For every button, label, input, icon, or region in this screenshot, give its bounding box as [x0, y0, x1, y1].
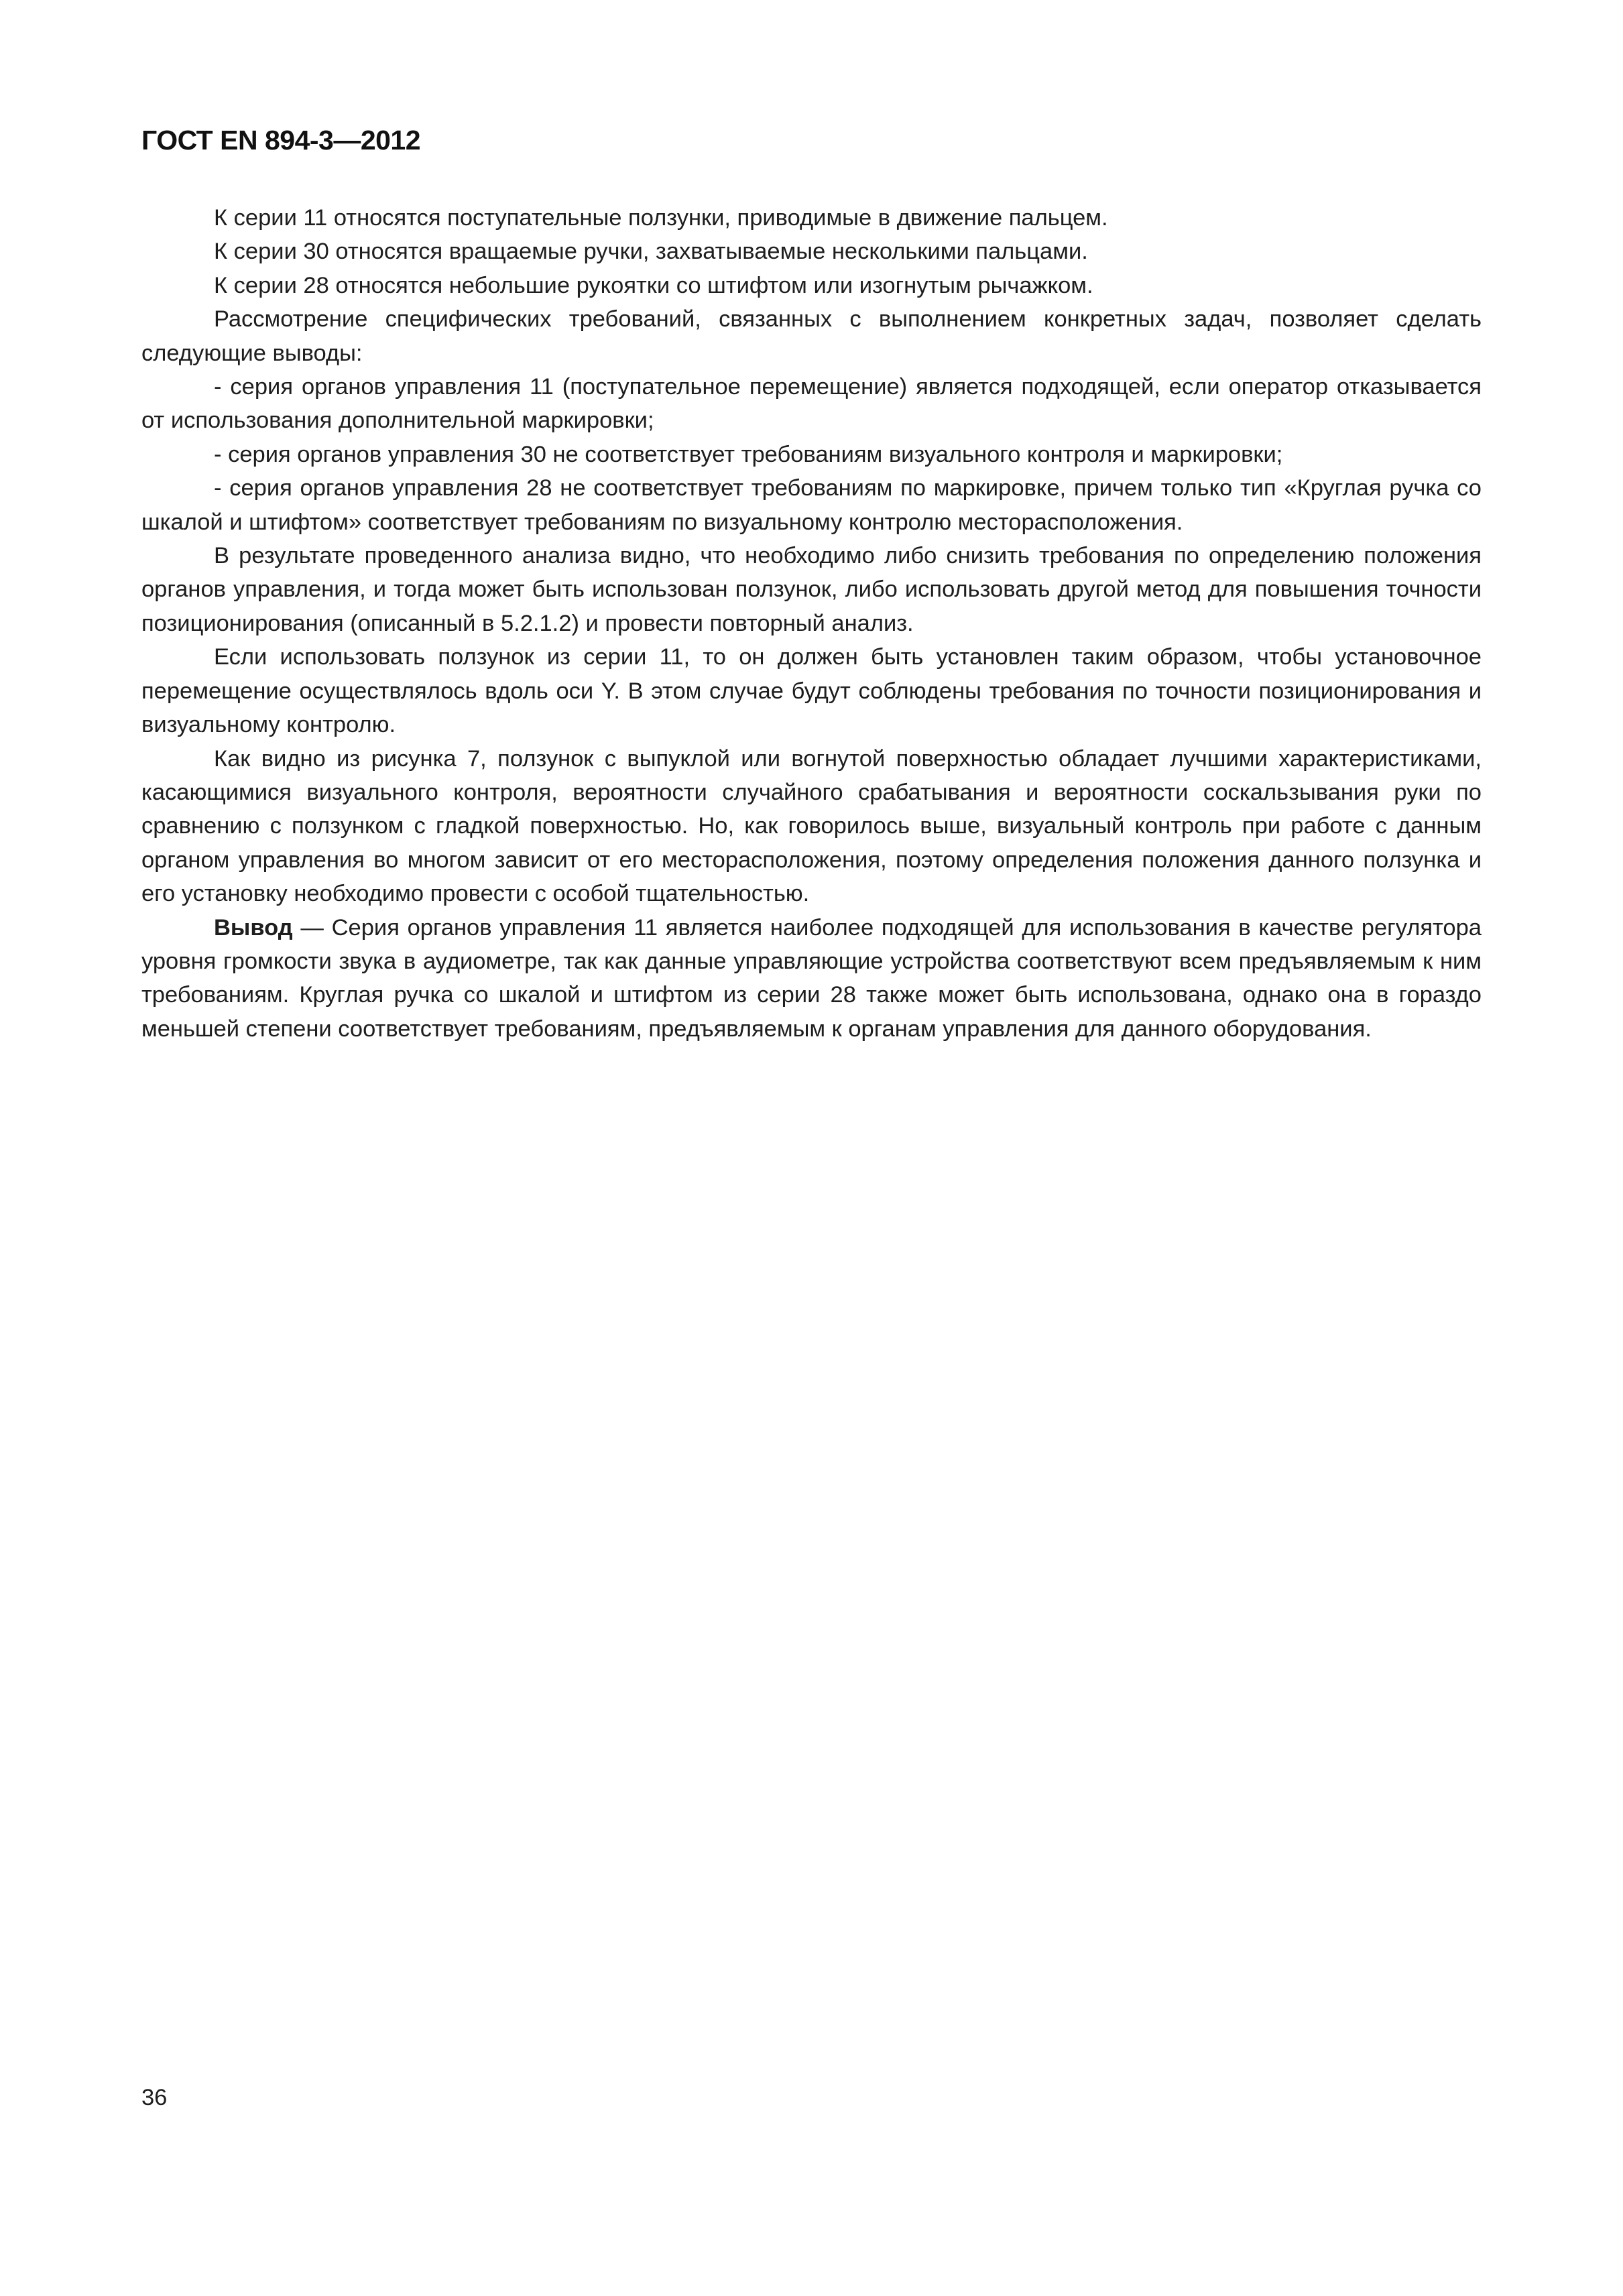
conclusion-text: — Серия органов управления 11 является наиболее подходящей для использования в качестве регулятора уровня громкости звука в аудиометре, так как данные управляющие устройства соответствуют всем предъявляемым к ним требованиям. Круглая ручка со шкалой и штифтом из серии 28 также может быть использована, однако она в гораздо меньшей степени соответствует требованиям, предъявляемым к органам управления для данного оборудования. — [141, 914, 1482, 1042]
paragraph-series-28: К серии 28 относятся небольшие рукоятки со штифтом или изогнутым рычажком. — [214, 272, 1093, 298]
paragraph-figure-7-discussion: Как видно из рисунка 7, ползунок с выпуклой или вогнутой поверхностью обладает лучшими характеристиками, касающимися визуального контроля, вероятности случайного срабатывания и вероятности соскальзывания руки по сравнению с ползунком с гладкой поверхностью. Но, как говорилось выше, визуальный контроль при работе с данным органом управления во многом зависит от его месторасположения, поэтому определения положения данного ползунка и его установку необходимо провести с особой тщательностью. — [141, 745, 1482, 907]
list-item-series-28: - серия органов управления 28 не соответствует требованиям по маркировке, причем только тип «Круглая ручка со шкалой и штифтом» соответствует требованиям по визуальному контролю месторасположения. — [141, 475, 1482, 535]
list-item-series-11: - серия органов управления 11 (поступательное перемещение) является подходящей, если оператор отказывается от использования дополнительной маркировки; — [141, 374, 1482, 434]
page-number: 36 — [141, 2085, 168, 2110]
list-item-series-30: - серия органов управления 30 не соответствует требованиям визуального контроля и маркировки; — [214, 441, 1283, 467]
paragraph-series-30: К серии 30 относятся вращаемые ручки, захватываемые несколькими пальцами. — [214, 239, 1088, 265]
paragraph-analysis-result: В результате проведенного анализа видно, что необходимо либо снизить требования по определению положения органов управления, и тогда может быть использован ползунок, либо использовать другой метод для повышения точности позиционирования (описанный в 5.2.1.2) и провести повторный анализ. — [141, 543, 1482, 636]
document-header: ГОСТ EN 894-3—2012 — [141, 125, 421, 156]
document-body — [141, 201, 1482, 1046]
paragraph-series-11: К серии 11 относятся поступательные ползунки, приводимые в движение пальцем. — [214, 205, 1108, 231]
paragraph-conclusion — [141, 911, 1482, 1046]
paragraph-slider-installation: Если использовать ползунок из серии 11, то он должен быть установлен таким образом, чтобы установочное перемещение осуществлялось вдоль оси Y. В этом случае будут соблюдены требования по точности позиционирования и визуальному контролю. — [141, 644, 1482, 738]
conclusion-label: Вывод — [214, 914, 293, 941]
paragraph-requirements-intro: Рассмотрение специфических требований, связанных с выполнением конкретных задач, позволяет сделать следующие выводы: — [141, 306, 1482, 366]
